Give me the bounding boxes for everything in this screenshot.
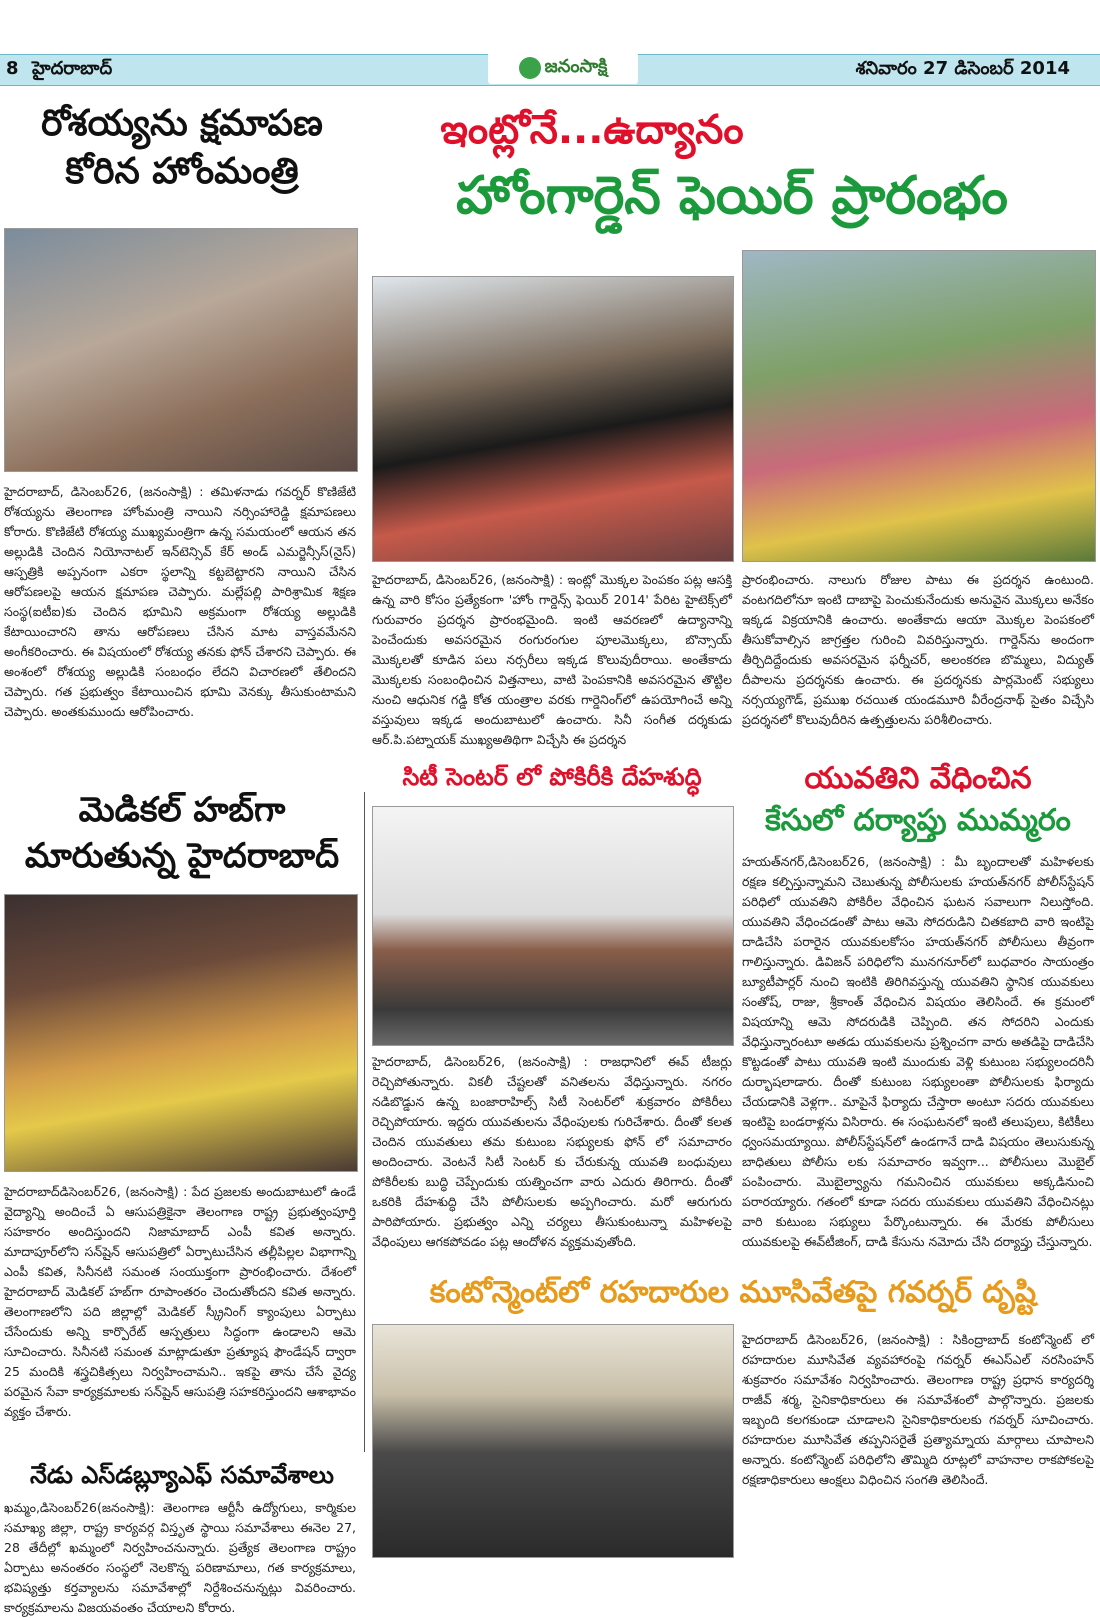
garden-body-left: హైదరాబాద్, డిసెంబర్26, (జనంసాక్షి) : ఇంట్లో మొక్కల పెంపకం పట్ల ఆసక్తి ఉన్న వారి కోసం ప్రత్యేకంగా 'హోం గార్డెన్స్ ఫెయిర్ 2014' పేరిట హైటెక్స్‌లో గురువారం ప్రదర్శన ప్రారంభమైంది. ఇంటి ఆవరణలో ఉద్యానాన్ని పెంచేందుకు అవసరమైన రంగురంగుల పూలమొక్కలు, బొన్సాయ్ మొక్కలతో కూడిన పలు నర్సరీలు ఇక్కడ కొలువుదీరాయి. అంతేకాదు మొక్కలకు సంబంధించిన విత్తనాలు, వాటి పెంపకానికి అవసరమైన తొట్టిల నుంచి ఆధునిక గడ్డి కోత యంత్రాల వరకు గార్డెనింగ్‌లో ఉపయోగించే అన్ని వస్తువులు ఇక్కడ అందుబాటులో ఉంచారు. సినీ సంగీత దర్శకుడు ఆర్.పి.పట్నాయక్ ముఖ్యఅతిథిగా విచ్చేసి ఈ ప్రదర్శన bbox=[372, 572, 732, 747]
cantonment-body: హైదరాబాద్ డిసెంబర్26, (జనంసాక్షి) : సికింద్రాబాద్ కంటోన్మెంట్ లో రహదారుల మూసివేత వ్యవహారంపై గవర్నర్ ఈఎస్ఎల్ నరసింహన్ శుక్రవారం సమావేశం నిర్వహించారు. తెలంగాణ రాష్ట్ర ప్రధాన కార్యదర్శి రాజీవ్ శర్మ, సైనికాధికారులు ఈ సమావేశంలో పాల్గొన్నారు. ప్రజలకు ఇబ్బంది కలగకుండా చూడాలని సైనికాధికారులకు గవర్నర్ సూచించారు. రహదారుల మూసివేత తప్పనిసరైతే ప్రత్యామ్నాయ మార్గాలు చూపాలని అన్నారు. కంటోన్మెంట్ పరిధిలోని తొమ్మిది రూట్లలో వాహనాల రాకపోకలపై రక్షణాధికారులు ఆంక్షలు విధించిన సంగతి తెలిసిందే. bbox=[742, 1332, 1094, 1487]
garden-headline: హోంగార్డెన్ ఫెయిర్ ప్రారంభం bbox=[456, 166, 1008, 226]
roshaiah-photo bbox=[4, 228, 358, 472]
logo-leaf-icon bbox=[519, 57, 541, 79]
medical-headline-1: మెడికల్ హబ్‌గా bbox=[78, 790, 286, 830]
cantonment-headline: కంటోన్మెంట్‌లో రహదారుల మూసివేతపై గవర్నర్ దృష్టి bbox=[429, 1275, 1037, 1310]
harassment-headline-2: కేసులో దర్యాప్తు ముమ్మరం bbox=[765, 803, 1071, 838]
column-rule bbox=[364, 792, 365, 1452]
cantonment-photo bbox=[372, 1324, 734, 1558]
city-center-headline: సిటీ సెంటర్ లో పోకిరీకి దేహశుద్ధి bbox=[402, 763, 702, 791]
harassment-headline-1: యువతిని వేధించిన bbox=[804, 761, 1032, 796]
issue-date: శనివారం 27 డిసెంబర్ 2014 bbox=[855, 58, 1070, 79]
city-center-body: హైదరాబాద్, డిసెంబర్26, (జనంసాక్షి) : రాజధానిలో ఈవ్ టీజర్లు రెచ్చిపోతున్నారు. వికలీ చేష్టలతో వనితలను వేధిస్తున్నారు. నగరం నడిబొడ్డున ఉన్న బంజారాహిల్స్ సిటీ సెంటర్‌లో శుక్రవారం పోకిరీలు రెచ్చిపోయారు. ఇద్దరు యువతులను వేధింపులకు గురిచేశారు. దీంతో కలత చెందిన యువతులు తమ కుటుంబ సభ్యులకు ఫోన్ లో సమాచారం అందించారు. వెంటనే సిటీ సెంటర్ కు చేరుకున్న యువతి బంధువులు పోకిరీలకు బుద్ధి చెప్పేందుకు యత్నించగా వారు ఎదురు తిరిగారు. దీంతో ఒకరికి దేహశుద్ధి చేసి పోలీసులకు అప్పగించారు. మరో ఆరుగురు పారిపోయారు. ప్రభుత్వం ఎన్ని చర్యలు తీసుకుంటున్నా మహిళలపై వేధింపులు ఆగకపోవడం పట్ల ఆందోళన వ్యక్తమవుతోంది. bbox=[372, 1054, 732, 1249]
garden-body-right: ప్రారంభించారు. నాలుగు రోజుల పాటు ఈ ప్రదర్శన ఉంటుంది. వంటగదిలోనూ ఇంటి దాబాపై పెంచుకునేందుకు అనువైన మొక్కలు అనేకం ఇక్కడ విక్రయానికి ఉంచారు. అంతేకాదు ఆయా మొక్కల పెంపకంలో తీసుకోవాల్సిన జాగ్రత్తల గురించి వివరిస్తున్నారు. గార్డెన్‌ను అందంగా తీర్చిదిద్దేందుకు అవసరమైన ఫర్నీచర్, అలంకరణ బొమ్మలు, విద్యుత్ దీపాలను ప్రదర్శనకు ఉంచారు. ఈ ప్రదర్శనకు పార్లమెంట్ సభ్యులు నర్సయ్యగౌడ్, ప్రముఖ రచయిత యండమూరి వీరేంద్రనాథ్ సైతం విచ్చేసి ప్రదర్శనలో కొలువుదీరిన ఉత్పత్తులను పరిశీలించారు. bbox=[742, 572, 1094, 727]
harassment-body: హయత్‌నగర్,డిసెంబర్26, (జనంసాక్షి) : మీ బృందాలతో మహిళలకు రక్షణ కల్పిస్తున్నామని చెబుతున్న పోలీసులకు హయత్‌నగర్ పోలీస్‌స్టేషన్ పరిధిలో యువతిని పోకిరీల వేధించిన ఘటన సవాలుగా నిలుస్తోంది. యువతిని వేధించడంతో పాటు ఆమె సోదరుడిని చితకబాది వారి ఇంటిపై దాడిచేసి పరారైన యువకులకోసం హయత్‌నగర్ పోలీసులు తీవ్రంగా గాలిస్తున్నారు. డివిజన్ పరిధిలోని మునగనూర్‌లో బుధవారం సాయంత్రం బ్యూటీపార్లర్ నుంచి ఇంటికి తిరిగివస్తున్న యువతిని స్థానిక యువకులు సంతోష్, రాజు, శ్రీకాంత్ వేధించిన విషయం తెలిసిందే. ఈ క్రమంలో విషయాన్ని ఆమె సోదరుడికి చెప్పింది. తన సోదరిని ఎందుకు వేధిస్తున్నారంటూ అతడు యువకులను ప్రశ్నించగా వారు అతడిపై దాడిచేసి కొట్టడంతో పాటు యువతి ఇంటి ముందుకు వెళ్లి కుటుంబ సభ్యులందరినీ దుర్భాషలాడారు. దీంతో కుటుంబ సభ్యులంతా పోలీసులకు ఫిర్యాదు చేయడానికి వెళ్లగా.. మాపైనే ఫిర్యాదు చేస్తారా అంటూ సదరు యువకులు ఇంటిపై బండరాళ్లను విసిరారు. ఈ సంఘటనలో ఇంటి తలుపులు, కిటికీలు ధ్వంసమయ్యాయి. పోలీస్‌స్టేషన్‌లో ఉండగానే దాడి విషయం తెలుసుకున్న బాధితులు పోలీసు లకు సమాచారం ఇవ్వగా... పోలీసులు మొబైల్ పంపించారు. మొబైల్వ్యాను గమనించిన యువకులు అక్కడినుంచి పరారయ్యారు. గతంలో కూడా సదరు యువకులు యువతిని వేధించినట్లు వారి కుటుంబ సభ్యులు పేర్కొంటున్నారు. ఈ మేరకు పోలీసులు యువకులపై ఈవ్‌టీజింగ్, దాడి కేసును నమోదు చేసి దర్యాప్తు చేస్తున్నారు. bbox=[742, 854, 1094, 1249]
garden-kicker: ఇంట్లోనే...ఉద్యానం bbox=[440, 107, 744, 153]
swf-headline: నేడు ఎస్‌డబ్ల్యూఎఫ్ సమావేశాలు bbox=[30, 1461, 334, 1489]
garden-ribbon-photo bbox=[372, 276, 734, 562]
swf-body: ఖమ్మం,డిసెంబర్26(జనంసాక్షి): తెలంగాణ ఆర్టీసీ ఉద్యోగులు, కార్మికుల సమాఖ్య జిల్లా, రాష్ట్ర కార్యవర్గ విస్తృత స్థాయి సమావేశాలు ఈనెల 27, 28 తేదీల్లో ఖమ్మంలో నిర్వహించనున్నారు. ప్రత్యేక తెలంగాణ రాష్ట్రం ఏర్పాటు అనంతరం సంస్థలో నెలకొన్న పరిణామాలు, గత కార్యక్రమాలు, భవిష్యత్తు కర్తవ్యాలను సమావేశాల్లో నిర్దేశించనున్నట్లు వివరించారు. కార్యక్రమాలను విజయవంతం చేయాలని కోరారు. bbox=[4, 1500, 356, 1615]
city-center-photo bbox=[372, 806, 734, 1046]
medical-headline-2: మారుతున్న హైదరాబాద్ bbox=[24, 836, 340, 876]
garden-fair-photo bbox=[742, 250, 1096, 562]
medical-body: హైదరాబాద్‌డిసెంబర్26, (జనంసాక్షి) : పేద ప్రజలకు అందుబాటులో ఉండే వైద్యాన్ని అందించే ఏ ఆసుపత్రికైనా తెలంగాణ రాష్ట్ర ప్రభుత్వంపూర్తి సహకారం అందిస్తుందని నిజామాబాద్ ఎంపీ కవిత అన్నారు. మాదాపూర్‌లోని సన్‌షైన్ ఆసుపత్రిలో ఏర్పాటుచేసిన తల్లీపిల్లల విభాగాన్ని ఎంపీ కవిత, సినీనటి సమంత సంయుక్తంగా ప్రారంభించారు. దేశంలో హైదరాబాద్ మెడికల్ హబ్‌గా రూపాంతరం చెందుతోందని కవిత అన్నారు. తెలంగాణలోని పది జిల్లాల్లో మెడికల్ స్క్రీనింగ్ క్యాంపులు ఏర్పాటు చేసేందుకు అన్ని కార్పొరేట్ ఆస్పత్రులు సిద్ధంగా ఉండాలని ఆమె సూచించారు. సినీనటి సమంత మాట్లాడుతూ ప్రత్యూష ఫౌండేషన్ ద్వారా 25 మందికి శస్త్రచికిత్సలు నిర్వహించామని.. ఇకపై తాను చేసే వైద్య పరమైన సేవా కార్యక్రమాలకు సన్‌షైన్ ఆసుపత్రి సహకరిస్తుందని ఆశాభావం వ్యక్తం చేశారు. bbox=[4, 1184, 356, 1419]
roshaiah-body: హైదరాబాద్, డిసెంబర్26, (జనంసాక్షి) : తమిళనాడు గవర్నర్ కొణిజేటి రోశయ్యను తెలంగాణ హోంమంత్రి నాయిని నర్సింహారెడ్డి క్షమాపణలు కోరారు. కొణిజేటి రోశయ్య ముఖ్యమంత్రిగా ఉన్న సమయంలో ఆయన తన అల్లుడికి చెందిన నియోనాటల్ ఇన్‌టెన్సివ్ కేర్ అండ్ ఎమర్జెన్సీస్(నైస్) ఆస్పత్రికి అప్పనంగా ఎకరా స్థలాన్ని కట్టబెట్టారని నాయిని చేసిన ఆరోపణలపై ఆయన క్షమాపణ చెప్పారు. మల్లేపల్లి పారిశ్రామిక శిక్షణ సంస్థ(ఐటీఐ)కు చెందిన భూమిని అక్రమంగా రోశయ్య అల్లుడికి కేటాయించారని తాను ఆరోపణలు చేసిన మాట వాస్తవమేనని అంగీకరించారు. ఈ విషయంలో రోశయ్య తనకు ఫోన్ చేశారని చెప్పారు. ఈ అంశంలో రోశయ్య అల్లుడికి సంబంధం లేదని విచారణలో తేలిందని చెప్పారు. గత ప్రభుత్వం కేటాయించిన భూమి వెనక్కు తీసుకుంటామని చెప్పారు. అంతకుముందు ఆరోపించారు. bbox=[4, 484, 356, 719]
roshaiah-headline-1: రోశయ్యను క్షమాపణ bbox=[41, 103, 323, 144]
roshaiah-headline-2: కోరిన హోంమంత్రి bbox=[65, 151, 299, 192]
page-number: 8 bbox=[6, 58, 19, 79]
logo-text: జనంసాక్షి bbox=[544, 55, 608, 77]
newspaper-logo bbox=[488, 52, 638, 84]
section-city: హైదరాబాద్ bbox=[32, 58, 113, 79]
medical-photo bbox=[4, 894, 358, 1172]
